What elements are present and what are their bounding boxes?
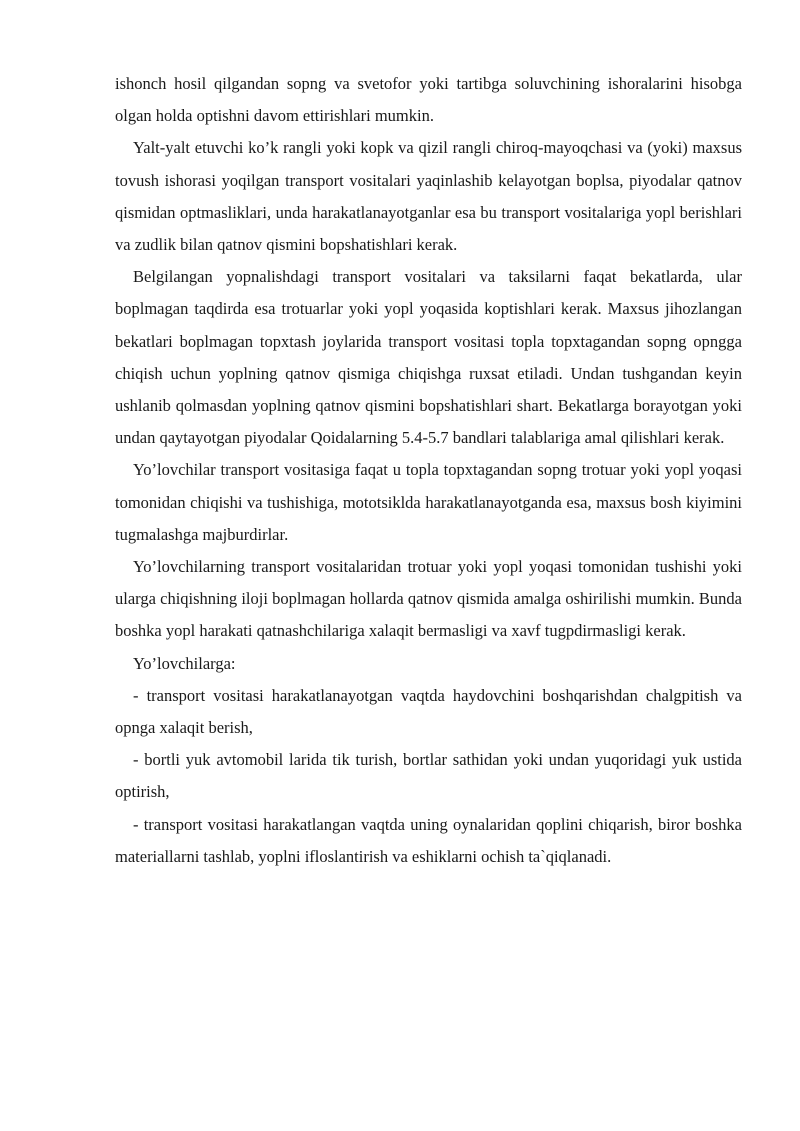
document-page [115, 68, 742, 873]
list-item-windows: - transport vositasi harakatlangan vaqtda uning oynalaridan qoplini chiqarish, biror boshka materiallarni tashlab, yoplni ifloslantirish va eshiklarni ochish ta`qiqlanadi. [115, 814, 742, 866]
paragraph-emergency-vehicles: Yalt-yalt etuvchi ko’k rangli yoki kopk va qizil rangli chiroq-mayoqchasi va (yoki) maxsus tovush ishorasi yoqilgan transport vositalari yaqinlashib kelayotgan boplsa, piyodalar qatnov qismidan optmasliklari, unda harakatlanayotganlar esa bu transport vositalariga yopl berishlari va zudlik bilan qatnov qismini bopshatishlari kerak. [115, 138, 742, 255]
paragraph-route-vehicles: Belgilangan yopnalishdagi transport vositalari va taksilarni faqat bekatlarda, ular boplmagan taqdirda esa trotuarlar yoki yopl yoqasida koptishlari kerak. Maxsus jihozlangan bekatlari boplmagan topxtash joylarida transport vositasi topla topxtagandan sopng opngga chiqish uchun yoplning qatnov qismiga chiqishga ruxsat etiladi. Undan tushgandan keyin ushlanib qolmasdan yoplning qatnov qismini bopshatishlari shart. Bekatlarga borayotgan yoki undan qaytayotgan piyodalar Qoidalarning 5.4-5.7 bandlari talablariga amal qilishlari kerak. [115, 267, 742, 448]
paragraph-continuation: ishonch hosil qilgandan sopng va svetofor yoki tartibga soluvchining ishoralarini hisobga olgan holda optishni davom ettirishlari mumkin. [115, 74, 742, 126]
paragraph-passengers-boarding: Yo’lovchilar transport vositasiga faqat u topla topxtagandan sopng trotuar yoki yopl yoqasi tomonidan chiqishi va tushishiga, mototsiklda harakatlanayotganda esa, maxsus bosh kiyimini tugmalashga majburdirlar. [115, 460, 742, 544]
paragraph-passengers-heading: Yo’lovchilarga: [133, 653, 236, 673]
paragraph-passengers-exit: Yo’lovchilarning transport vositalaridan trotuar yoki yopl yoqasi tomonidan tushishi yoki ularga chiqishning iloji boplmagan hollarda qatnov qismida amalga oshirilishi mumkin. Bunda boshka yopl harakati qatnashchilariga xalaqit bermasligi va xavf tugpdirmasligi kerak. [115, 557, 742, 641]
list-item-distract-driver: - transport vositasi harakatlanayotgan vaqtda haydovchini boshqarishdan chalgpitish va opnga xalaqit berish, [115, 685, 742, 738]
list-item-truck-standing: - bortli yuk avtomobil larida tik turish, bortlar sathidan yoki undan yuqoridagi yuk ustida optirish, [115, 750, 742, 802]
